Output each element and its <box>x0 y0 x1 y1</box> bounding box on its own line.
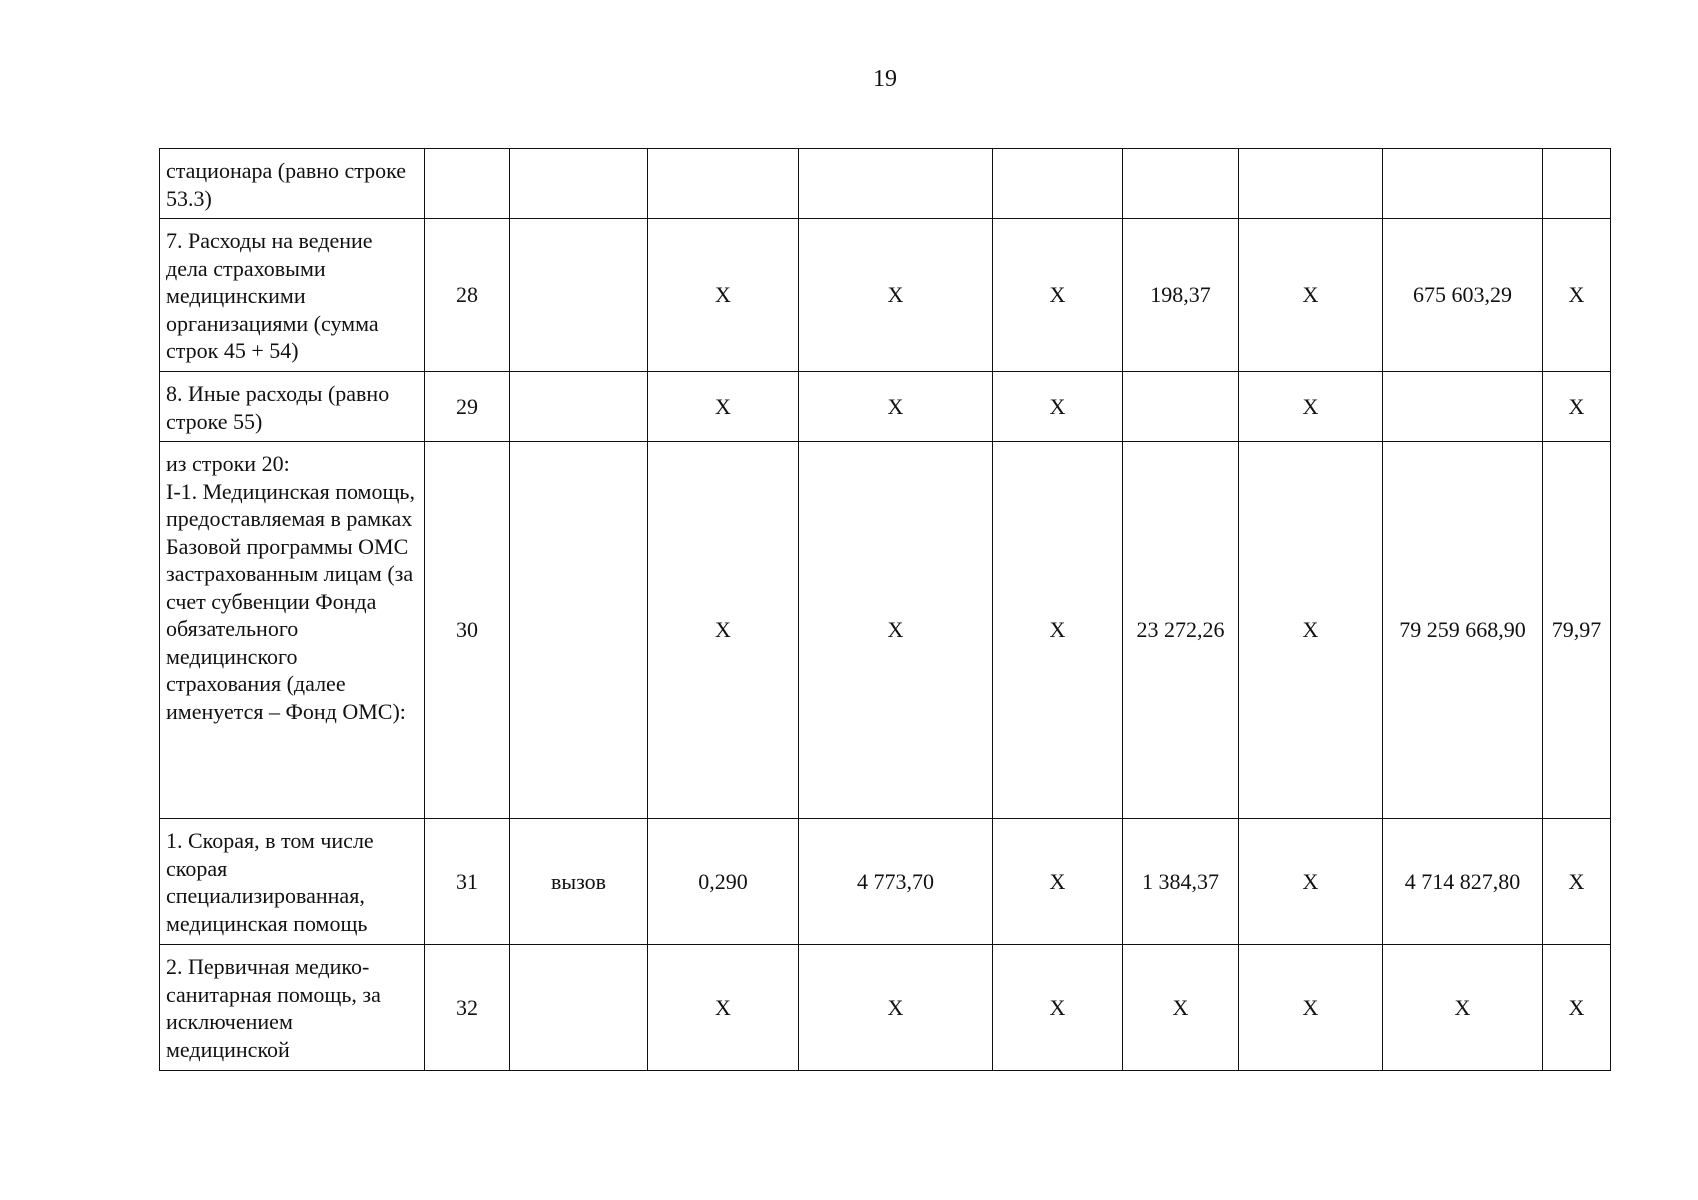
value-cell: Х <box>799 945 993 1071</box>
value-cell: Х <box>1543 945 1611 1071</box>
value-cell <box>799 149 993 219</box>
value-cell: Х <box>648 945 799 1071</box>
value-cell: 0,290 <box>648 819 799 945</box>
row-code-cell <box>425 149 510 219</box>
value-cell: Х <box>648 442 799 819</box>
value-cell: Х <box>993 219 1123 372</box>
value-cell <box>648 149 799 219</box>
row-name-cell: 2. Первичная медико-санитарная помощь, за исключением медицинской <box>160 945 425 1071</box>
value-cell: 4 714 827,80 <box>1383 819 1543 945</box>
value-cell: Х <box>799 219 993 372</box>
unit-cell <box>510 219 648 372</box>
value-cell: Х <box>1383 945 1543 1071</box>
unit-cell: вызов <box>510 819 648 945</box>
value-cell: 79,97 <box>1543 442 1611 819</box>
value-cell: Х <box>1239 945 1383 1071</box>
table-row <box>160 945 1611 1071</box>
value-cell: Х <box>1543 819 1611 945</box>
value-cell <box>993 149 1123 219</box>
unit-cell <box>510 945 648 1071</box>
value-cell: Х <box>1239 819 1383 945</box>
unit-cell <box>510 372 648 442</box>
value-cell: 23 272,26 <box>1123 442 1239 819</box>
value-cell: Х <box>1239 442 1383 819</box>
table-row <box>160 149 1611 219</box>
value-cell: 198,37 <box>1123 219 1239 372</box>
financing-table <box>159 148 1611 1071</box>
value-cell: Х <box>993 372 1123 442</box>
row-code-cell: 32 <box>425 945 510 1071</box>
table-row <box>160 372 1611 442</box>
value-cell <box>1239 149 1383 219</box>
row-code-cell: 29 <box>425 372 510 442</box>
row-name-cell: 1. Скорая, в том числе скорая специализированная, медицинская помощь <box>160 819 425 945</box>
value-cell: 675 603,29 <box>1383 219 1543 372</box>
value-cell: Х <box>799 372 993 442</box>
row-code-cell: 28 <box>425 219 510 372</box>
value-cell: Х <box>799 442 993 819</box>
row-name-cell: 7. Расходы на ведение дела страховыми медицинскими организациями (сумма строк 45 + 54) <box>160 219 425 372</box>
table-row <box>160 819 1611 945</box>
value-cell: Х <box>1543 372 1611 442</box>
page-number: 19 <box>873 66 897 92</box>
value-cell: 79 259 668,90 <box>1383 442 1543 819</box>
value-cell: Х <box>1543 219 1611 372</box>
value-cell: Х <box>1239 372 1383 442</box>
row-name-cell: стационара (равно строке 53.3) <box>160 149 425 219</box>
value-cell: 4 773,70 <box>799 819 993 945</box>
unit-cell <box>510 442 648 819</box>
value-cell <box>1383 149 1543 219</box>
row-name-cell: из строки 20: I-1. Медицинская помощь, предоставляемая в рамках Базовой программы ОМС застрахованным лицам (за счет субвенции Фонда обязательного медицинского страхования (далее именуется – Фонд ОМС): <box>160 442 425 819</box>
value-cell <box>1123 149 1239 219</box>
value-cell: Х <box>648 372 799 442</box>
value-cell <box>1543 149 1611 219</box>
row-code-cell: 31 <box>425 819 510 945</box>
row-name-cell: 8. Иные расходы (равно строке 55) <box>160 372 425 442</box>
unit-cell <box>510 149 648 219</box>
value-cell <box>1123 372 1239 442</box>
value-cell: Х <box>1123 945 1239 1071</box>
value-cell <box>1383 372 1543 442</box>
row-code-cell: 30 <box>425 442 510 819</box>
value-cell: Х <box>648 219 799 372</box>
value-cell: 1 384,37 <box>1123 819 1239 945</box>
value-cell: Х <box>993 945 1123 1071</box>
table-row <box>160 219 1611 372</box>
value-cell: Х <box>993 819 1123 945</box>
value-cell: Х <box>1239 219 1383 372</box>
table-row <box>160 442 1611 819</box>
value-cell: Х <box>993 442 1123 819</box>
